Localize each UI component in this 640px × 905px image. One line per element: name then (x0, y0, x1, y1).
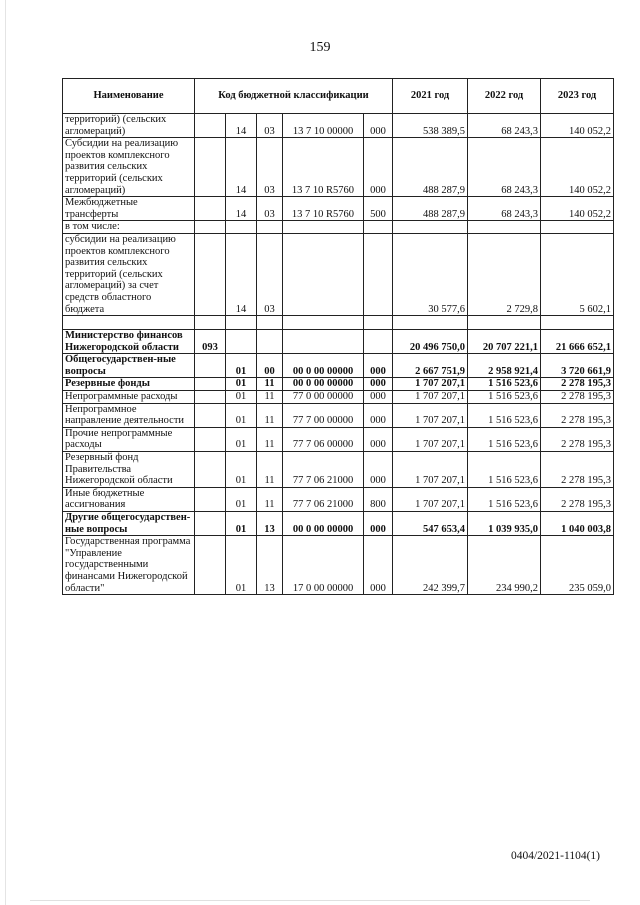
article-code: 00 0 00 00000 (283, 512, 364, 536)
value-2021: 30 577,6 (393, 233, 468, 315)
section-code: 01 (226, 403, 257, 427)
value-2022: 68 243,3 (468, 197, 541, 221)
value-2022: 2 729,8 (468, 233, 541, 315)
expense-type-code: 000 (364, 138, 393, 197)
row-name: субсидии на реализацию проектов комплексного развития сельских территорий (сельских агломераций) за счет средств областного бюджета (63, 233, 195, 315)
value-2022 (468, 221, 541, 234)
expense-type-code: 000 (364, 378, 393, 391)
page-number: 159 (309, 40, 331, 55)
article-code (283, 316, 364, 330)
value-2021: 20 496 750,0 (393, 330, 468, 354)
department-code (195, 452, 226, 488)
row-name: Непрограммное направление деятельности (63, 403, 195, 427)
department-code (195, 512, 226, 536)
table-row (63, 354, 614, 378)
value-2022: 1 039 935,0 (468, 512, 541, 536)
article-code: 77 7 06 21000 (283, 452, 364, 488)
section-code: 01 (226, 354, 257, 378)
table-row (63, 512, 614, 536)
expense-type-code: 000 (364, 114, 393, 138)
department-code (195, 536, 226, 595)
article-code: 13 7 10 00000 (283, 114, 364, 138)
value-2022: 68 243,3 (468, 138, 541, 197)
value-2023: 235 059,0 (541, 536, 614, 595)
department-code (195, 403, 226, 427)
section-code (226, 330, 257, 354)
department-code (195, 221, 226, 234)
row-name: Общегосударствен-ные вопросы (63, 354, 195, 378)
row-name: Субсидии на реализацию проектов комплексного развития сельских территорий (сельских агломераций) (63, 138, 195, 197)
value-2022: 234 990,2 (468, 536, 541, 595)
table-header-row (63, 79, 614, 114)
value-2022: 1 516 523,6 (468, 427, 541, 451)
value-2021: 488 287,9 (393, 138, 468, 197)
article-code: 13 7 10 R5760 (283, 138, 364, 197)
value-2021: 1 707 207,1 (393, 427, 468, 451)
subsection-code: 11 (257, 427, 283, 451)
subsection-code (257, 316, 283, 330)
value-2023: 2 278 195,3 (541, 378, 614, 391)
section-code: 01 (226, 378, 257, 391)
subsection-code: 03 (257, 138, 283, 197)
table-row (63, 536, 614, 595)
value-2021: 1 707 207,1 (393, 378, 468, 391)
row-name: в том числе: (63, 221, 195, 234)
row-name: территорий) (сельских агломераций) (63, 114, 195, 138)
row-name: Резервные фонды (63, 378, 195, 391)
table-row (63, 391, 614, 404)
value-2021: 538 389,5 (393, 114, 468, 138)
row-name: Другие общегосударствен-ные вопросы (63, 512, 195, 536)
subsection-code: 11 (257, 487, 283, 511)
subsection-code: 11 (257, 403, 283, 427)
value-2022: 1 516 523,6 (468, 403, 541, 427)
value-2022 (468, 316, 541, 330)
expense-type-code (364, 233, 393, 315)
department-code (195, 233, 226, 315)
department-code (195, 391, 226, 404)
expense-type-code: 000 (364, 354, 393, 378)
table-row (63, 452, 614, 488)
section-code: 14 (226, 138, 257, 197)
article-code: 00 0 00 00000 (283, 378, 364, 391)
department-code (195, 487, 226, 511)
subsection-code: 13 (257, 536, 283, 595)
header-name: Наименование (63, 79, 195, 114)
row-name: Межбюджетные трансферты (63, 197, 195, 221)
value-2021: 1 707 207,1 (393, 391, 468, 404)
department-code (195, 354, 226, 378)
value-2021: 547 653,4 (393, 512, 468, 536)
row-name: Непрограммные расходы (63, 391, 195, 404)
section-code: 01 (226, 391, 257, 404)
expense-type-code: 000 (364, 512, 393, 536)
subsection-code: 11 (257, 378, 283, 391)
value-2023: 140 052,2 (541, 197, 614, 221)
department-code (195, 427, 226, 451)
article-code: 77 7 00 00000 (283, 403, 364, 427)
subsection-code: 00 (257, 354, 283, 378)
row-name: Министерство финансов Нижегородской области (63, 330, 195, 354)
value-2022: 1 516 523,6 (468, 452, 541, 488)
section-code: 14 (226, 233, 257, 315)
value-2022: 1 516 523,6 (468, 487, 541, 511)
value-2022: 1 516 523,6 (468, 391, 541, 404)
section-code: 01 (226, 487, 257, 511)
value-2023: 3 720 661,9 (541, 354, 614, 378)
section-code (226, 221, 257, 234)
scan-bottom-line (30, 900, 590, 901)
subsection-code (257, 221, 283, 234)
table-row (63, 138, 614, 197)
article-code: 77 7 06 21000 (283, 487, 364, 511)
subsection-code: 03 (257, 233, 283, 315)
subsection-code (257, 330, 283, 354)
value-2022: 1 516 523,6 (468, 378, 541, 391)
expense-type-code: 000 (364, 391, 393, 404)
value-2023: 2 278 195,3 (541, 452, 614, 488)
article-code: 17 0 00 00000 (283, 536, 364, 595)
article-code: 77 7 06 00000 (283, 427, 364, 451)
value-2023: 2 278 195,3 (541, 391, 614, 404)
table-row (63, 378, 614, 391)
table-row (63, 403, 614, 427)
expense-type-code: 000 (364, 452, 393, 488)
table-row (63, 427, 614, 451)
article-code: 77 0 00 00000 (283, 391, 364, 404)
value-2021: 2 667 751,9 (393, 354, 468, 378)
expense-type-code: 000 (364, 536, 393, 595)
value-2022: 2 958 921,4 (468, 354, 541, 378)
value-2023: 1 040 003,8 (541, 512, 614, 536)
section-code: 01 (226, 536, 257, 595)
value-2021 (393, 221, 468, 234)
row-name: Прочие непрограммные расходы (63, 427, 195, 451)
table-row (63, 114, 614, 138)
table-row (63, 316, 614, 330)
subsection-code: 11 (257, 391, 283, 404)
subsection-code: 13 (257, 512, 283, 536)
value-2023 (541, 316, 614, 330)
article-code (283, 233, 364, 315)
section-code (226, 316, 257, 330)
subsection-code: 11 (257, 452, 283, 488)
scan-margin-line (5, 0, 6, 905)
article-code (283, 221, 364, 234)
department-code: 093 (195, 330, 226, 354)
department-code (195, 316, 226, 330)
header-2023: 2023 год (541, 79, 614, 114)
value-2023: 2 278 195,3 (541, 403, 614, 427)
value-2021 (393, 316, 468, 330)
value-2023: 5 602,1 (541, 233, 614, 315)
value-2023: 21 666 652,1 (541, 330, 614, 354)
header-2021: 2021 год (393, 79, 468, 114)
value-2023 (541, 221, 614, 234)
article-code: 13 7 10 R5760 (283, 197, 364, 221)
row-name: Резервный фонд Правительства Нижегородской области (63, 452, 195, 488)
value-2022: 20 707 221,1 (468, 330, 541, 354)
header-budget-code: Код бюджетной классификации (195, 79, 393, 114)
document-code: 0404/2021-1104(1) (510, 850, 600, 862)
value-2021: 1 707 207,1 (393, 403, 468, 427)
value-2021: 242 399,7 (393, 536, 468, 595)
table-row (63, 197, 614, 221)
expense-type-code: 000 (364, 427, 393, 451)
section-code: 14 (226, 197, 257, 221)
article-code (283, 330, 364, 354)
header-2022: 2022 год (468, 79, 541, 114)
section-code: 01 (226, 512, 257, 536)
table-row (63, 233, 614, 315)
value-2023: 140 052,2 (541, 114, 614, 138)
value-2021: 1 707 207,1 (393, 452, 468, 488)
value-2021: 488 287,9 (393, 197, 468, 221)
expense-type-code (364, 221, 393, 234)
row-name: Государственная программа "Управление государственными финансами Нижегородской области" (63, 536, 195, 595)
department-code (195, 114, 226, 138)
value-2022: 68 243,3 (468, 114, 541, 138)
department-code (195, 197, 226, 221)
article-code: 00 0 00 00000 (283, 354, 364, 378)
row-name: Иные бюджетные ассигнования (63, 487, 195, 511)
value-2023: 140 052,2 (541, 138, 614, 197)
section-code: 01 (226, 427, 257, 451)
expense-type-code: 500 (364, 197, 393, 221)
table-row (63, 487, 614, 511)
value-2023: 2 278 195,3 (541, 427, 614, 451)
expense-type-code: 800 (364, 487, 393, 511)
department-code (195, 138, 226, 197)
table-row (63, 330, 614, 354)
value-2023: 2 278 195,3 (541, 487, 614, 511)
subsection-code: 03 (257, 197, 283, 221)
row-name (63, 316, 195, 330)
department-code (195, 378, 226, 391)
subsection-code: 03 (257, 114, 283, 138)
section-code: 14 (226, 114, 257, 138)
budget-table (62, 78, 614, 595)
expense-type-code (364, 316, 393, 330)
table-row (63, 221, 614, 234)
expense-type-code (364, 330, 393, 354)
expense-type-code: 000 (364, 403, 393, 427)
section-code: 01 (226, 452, 257, 488)
value-2021: 1 707 207,1 (393, 487, 468, 511)
